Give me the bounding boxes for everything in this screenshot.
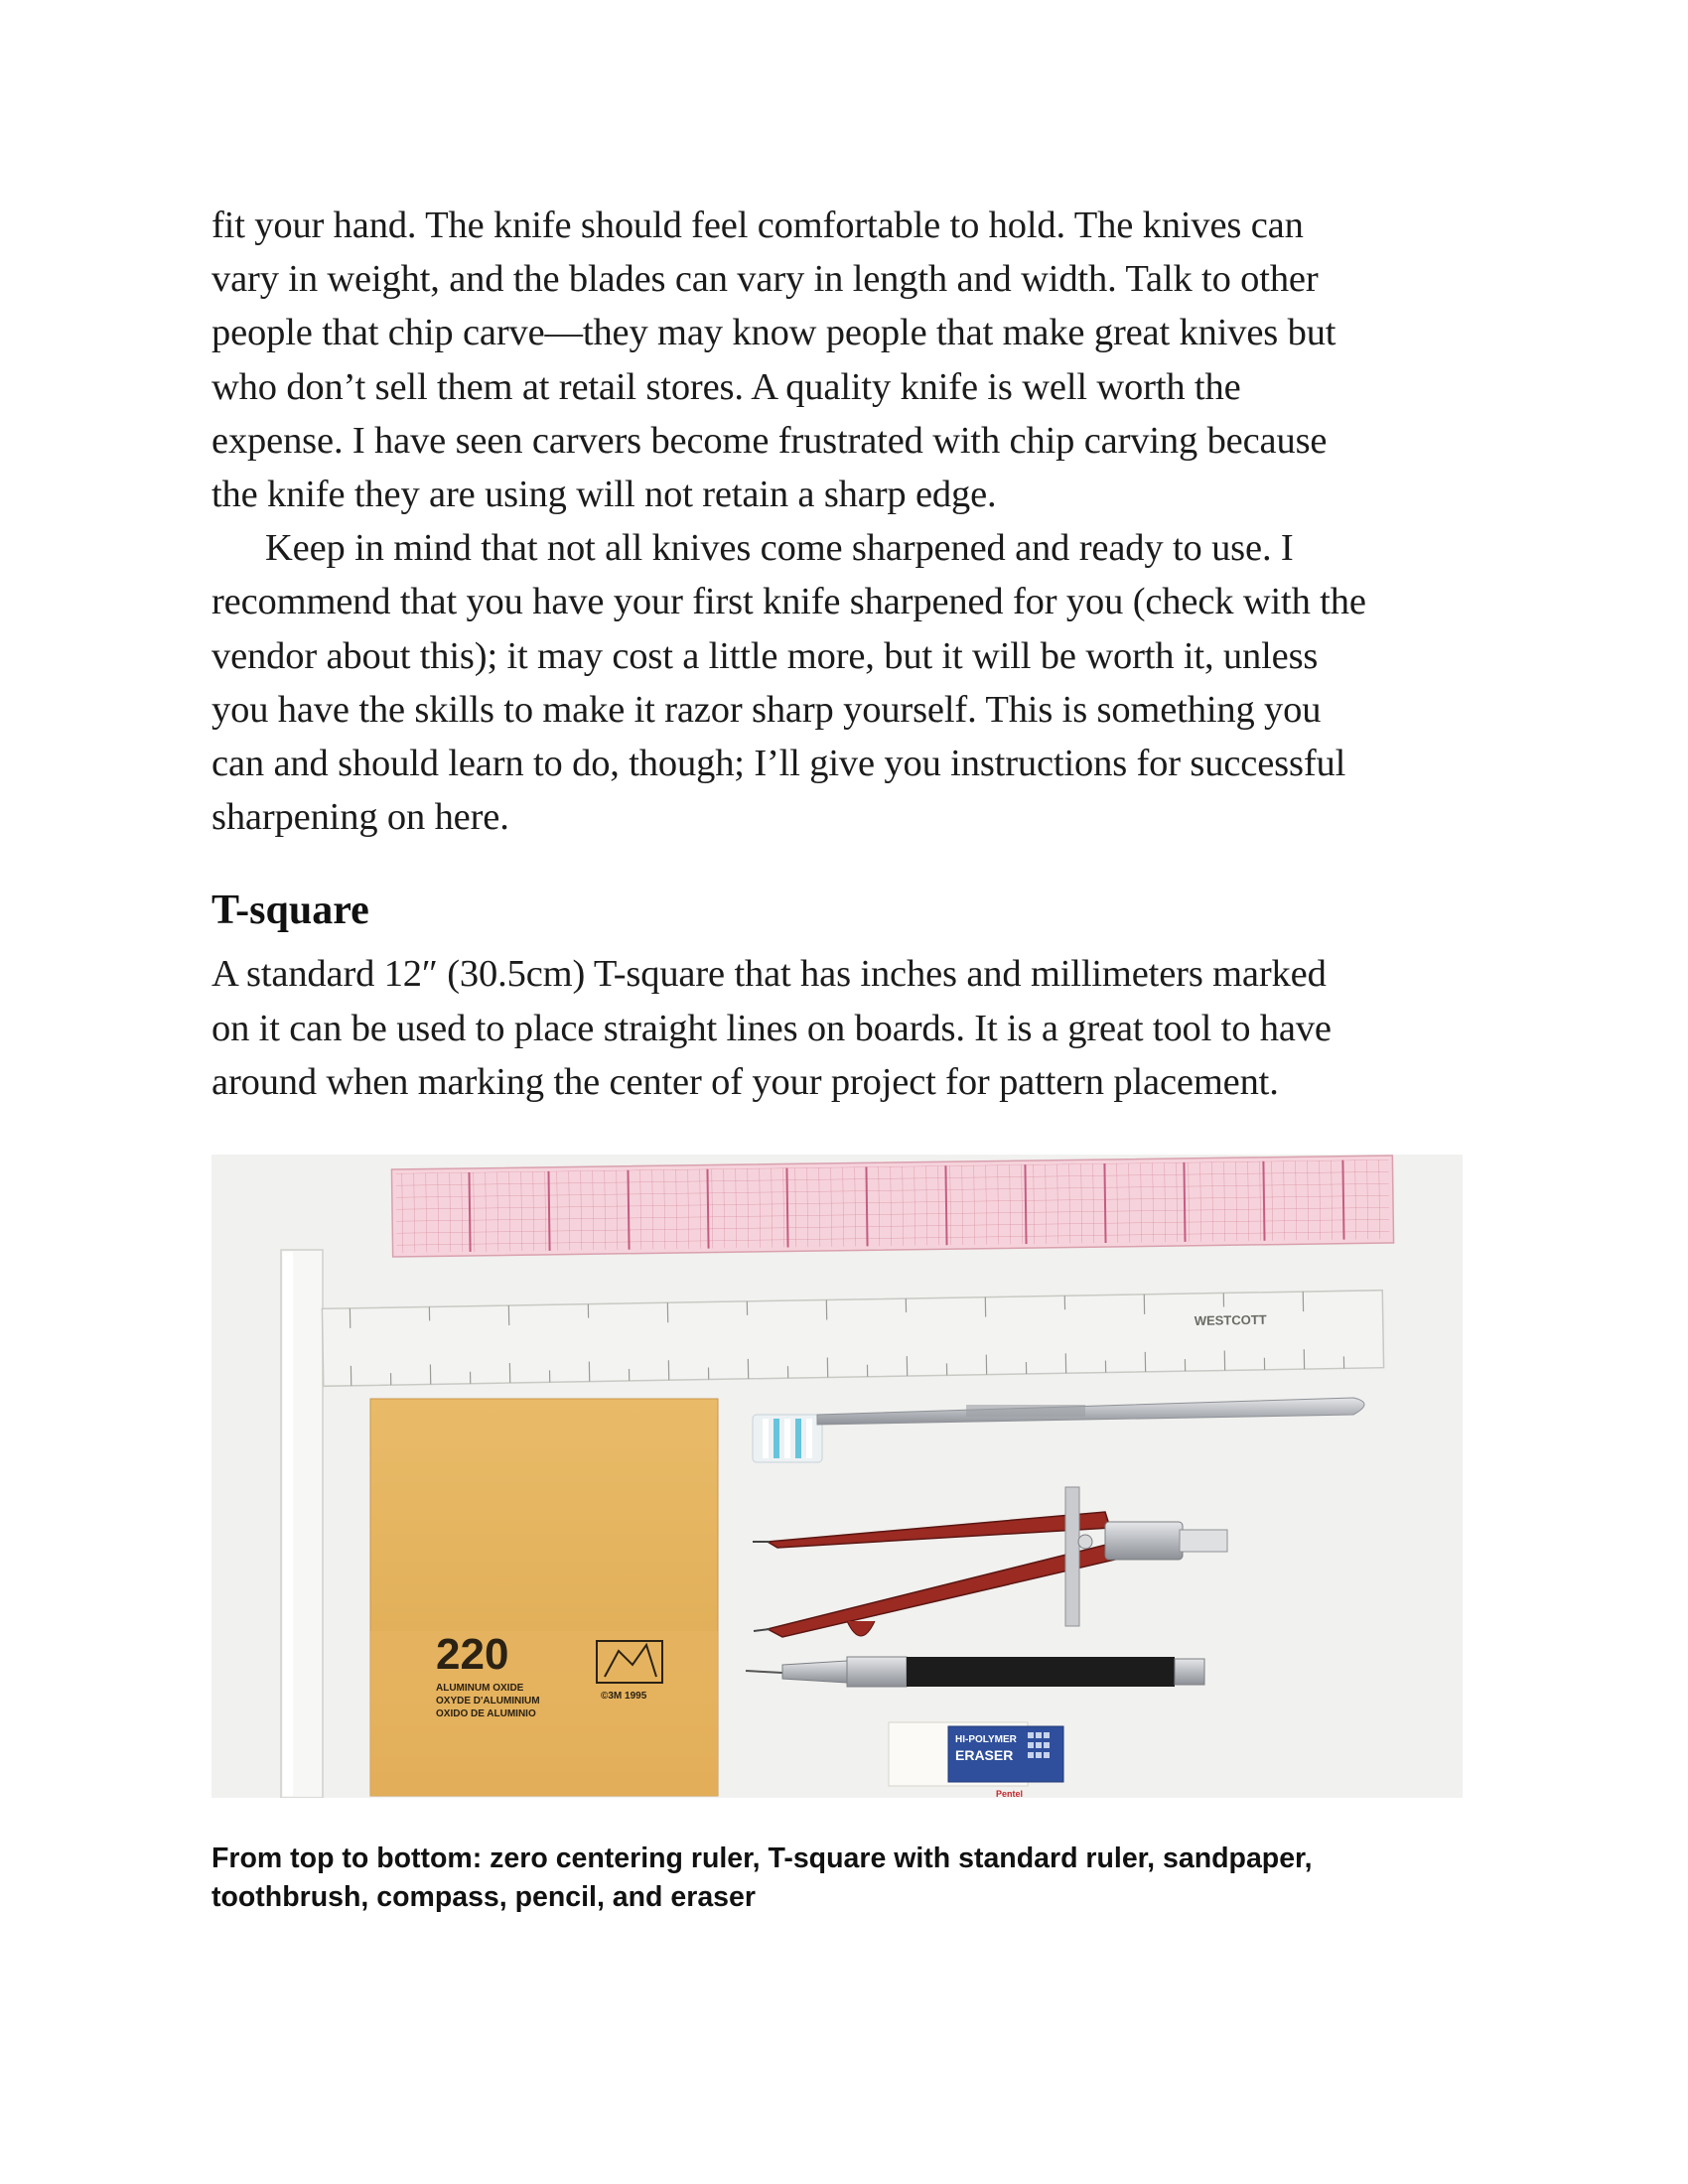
sandpaper-copyright: ©3M 1995 <box>601 1691 647 1702</box>
zero-centering-ruler <box>391 1156 1393 1257</box>
eraser-label: HI-POLYMER <box>955 1734 1017 1745</box>
text-line: vary in weight, and the blades can vary in length and width. Talk to other <box>211 258 1319 301</box>
text-line: fit your hand. The knife should feel comfortable to hold. The knives can <box>211 205 1304 246</box>
paragraph-t-square <box>211 947 1492 1109</box>
text-line: recommend that you have your first knife sharpened for you (check with the <box>211 581 1366 623</box>
sandpaper-text-line: OXYDE D'ALUMINIUM <box>436 1696 540 1706</box>
text-line: who don’t sell them at retail stores. A quality knife is well worth the <box>211 365 1241 408</box>
sandpaper-text-line: OXIDO DE ALUMINIO <box>436 1708 536 1719</box>
text-line: people that chip carve—they may know people that make great knives but <box>211 312 1336 354</box>
text-line: can and should learn to do, though; I’ll give you instructions for successful <box>211 743 1346 785</box>
text-line: A standard 12″ (30.5cm) T-square that has inches and millimeters marked <box>211 953 1327 996</box>
caption-line: From top to bottom: zero centering ruler, T-square with standard ruler, sandpaper, <box>211 1843 1313 1874</box>
text-line: expense. I have seen carvers become frustrated with chip carving because <box>211 419 1328 462</box>
text-line: the knife they are using will not retain a sharp edge. <box>211 474 997 516</box>
t-square-head <box>281 1250 323 1798</box>
page-body <box>211 199 1492 1109</box>
figure-caption <box>211 1840 1502 1917</box>
paragraph-sharpening <box>211 521 1492 844</box>
sandpaper-sheet <box>370 1399 718 1796</box>
sandpaper-grit-label: 220 <box>436 1630 509 1679</box>
text-line: around when marking the center of your project for pattern placement. <box>211 1060 1279 1103</box>
section-heading-t-square: T-square <box>211 887 369 934</box>
tools-photo <box>211 1155 1463 1798</box>
text-line: on it can be used to place straight lines on boards. It is a great tool to have <box>211 1007 1332 1049</box>
text-line: sharpening on here. <box>211 796 509 839</box>
ruler-brand-label: WESTCOTT <box>1194 1311 1267 1328</box>
text-line: vendor about this); it may cost a little more, but it will be worth it, unless <box>211 634 1319 677</box>
caption-line: toothbrush, compass, pencil, and eraser <box>211 1881 756 1913</box>
eraser-label: ERASER <box>955 1747 1014 1763</box>
paragraph-knife-fit <box>211 199 1492 521</box>
sandpaper-text-line: ALUMINUM OXIDE <box>436 1683 524 1694</box>
eraser-brand-label: Pentel <box>996 1789 1024 1798</box>
text-line: you have the skills to make it razor sharp yourself. This is something you <box>211 688 1322 731</box>
text-line: Keep in mind that not all knives come sharpened and ready to use. I <box>265 527 1294 570</box>
